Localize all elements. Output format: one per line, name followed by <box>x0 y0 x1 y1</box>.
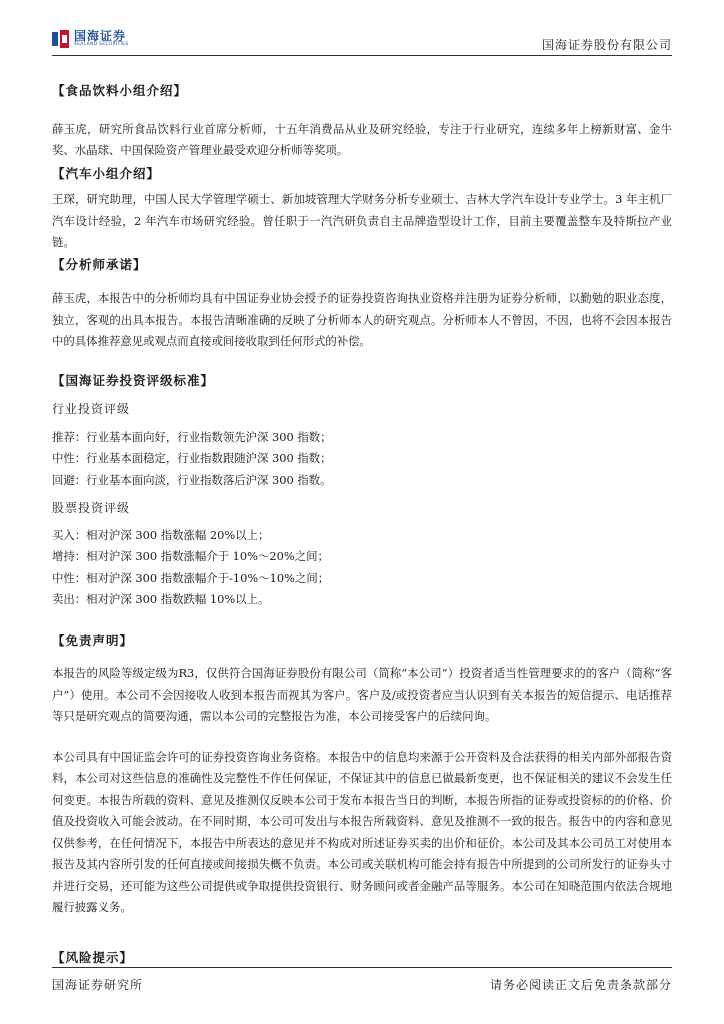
disclaimer-paragraph-1: 本报告的风险等级定级为R3，仅供符合国海证券股份有限公司（简称“本公司”）投资者适当性管理要求的的客户（简称“客户”）使用。本公司不会因接收人收到本报告而视其为客户。客户及/或投资者应当认识到有关本报告的短信提示、电话推荐等只是研究观点的简要沟通，需以本公司的完整报告为准，本公司接受客户的后续问询。 <box>52 666 672 723</box>
stock-rating-item: 买入：相对沪深 300 指数涨幅 20%以上； <box>52 527 270 542</box>
main-content <box>52 80 672 968</box>
company-logo <box>52 30 129 48</box>
header-company-name: 国海证券股份有限公司 <box>541 38 672 52</box>
stock-rating-item: 中性：相对沪深 300 指数涨幅介于-10%～10%之间； <box>52 570 330 585</box>
commitment-section-body: 薛玉虎，本报告中的分析师均具有中国证券业协会授予的证券投资咨询执业资格并注册为证券分析师，以勤勉的职业态度，独立，客观的出具本报告。本报告清晰准确的反映了分析师本人的研究观点。分析师本人不曾因，不因，也将不会因本报告中的具体推荐意见或观点而直接或间接收取到任何形式的补偿。 <box>52 291 672 348</box>
footer-institute: 国海证券研究所 <box>52 978 144 992</box>
industry-rating-item: 中性：行业基本面稳定，行业指数跟随沪深 300 指数； <box>52 451 332 465</box>
stock-rating-heading: 股票投资评级 <box>52 501 131 515</box>
header-divider <box>52 55 672 56</box>
rating-section-title: 【国海证券投资评级标准】 <box>52 372 215 388</box>
stock-rating-item: 卖出：相对沪深 300 指数跌幅 10%以上。 <box>52 592 270 606</box>
auto-section-title: 【汽车小组介绍】 <box>52 165 161 181</box>
industry-rating-heading: 行业投资评级 <box>52 402 131 416</box>
footer-disclaimer-note: 请务必阅读正文后免责条款部分 <box>489 978 672 992</box>
food-section-body: 薛玉虎，研究所食品饮料行业首席分析师，十五年消费品从业及研究经验，专注于行业研究，连续多年上榜新财富、金牛奖、水晶球、中国保险资产管理业最受欢迎分析师等奖项。 <box>52 121 672 157</box>
commitment-section-title: 【分析师承诺】 <box>52 256 147 272</box>
industry-rating-item: 回避：行业基本面向淡，行业指数落后沪深 300 指数。 <box>52 472 332 487</box>
disclaimer-paragraph-2: 本公司具有中国证监会许可的证券投资咨询业务资格。本报告中的信息均来源于公开资料及合法获得的相关内部外部报告资料，本公司对这些信息的准确性及完整性不作任何保证，不保证其中的信息已做最新变更，也不保证相关的建议不会发生任何变更。本报告所载的资料、意见及推测仅反映本公司于发布本报告当日的判断，本报告所指的证券或投资标的的价格、价值及投资收入可能会波动。在不同时期，本公司可发出与本报告所载资料、意见及推测不一致的报告。报告中的内容和意见仅供参考，在任何情况下，本报告中所表达的意见并不构成对所述证券买卖的出价和征价。本公司及其本公司员工对使用本报告及其内容所引发的任何直接或间接损失概不负责。本公司或关联机构可能会持有报告中所提到的公司所发行的证券头寸并进行交易，还可能为这些公司提供或争取提供投资银行、财务顾问或者金融产品等服务。本公司在知晓范围内依法合规地履行披露义务。 <box>52 749 672 914</box>
logo-cn-text: 国海证券 <box>74 29 127 44</box>
stock-rating-item: 增持：相对沪深 300 指数涨幅介于 10%～20%之间； <box>52 549 329 563</box>
industry-rating-item: 推荐：行业基本面向好，行业指数领先沪深 300 指数； <box>52 429 332 444</box>
logo-mark-icon <box>52 30 70 48</box>
auto-section-body: 王琛，研究助理，中国人民大学管理学硕士、新加坡管理大学财务分析专业硕士、吉林大学汽车设计专业学士。3 年主机厂汽车设计经验，2 年汽车市场研究经验。曾任职于一汽汽研负责自主品牌造型设计工作，目前主要覆盖整车及特斯拉产业链。 <box>52 192 672 249</box>
food-section-title: 【食品饮料小组介绍】 <box>52 83 188 98</box>
disclaimer-section-title: 【免责声明】 <box>52 632 134 648</box>
risk-section-title: 【风险提示】 <box>52 949 134 965</box>
footer-divider <box>52 967 672 968</box>
page-header <box>52 26 672 56</box>
logo-en-text: SEALAND SECURITIES <box>74 42 129 48</box>
